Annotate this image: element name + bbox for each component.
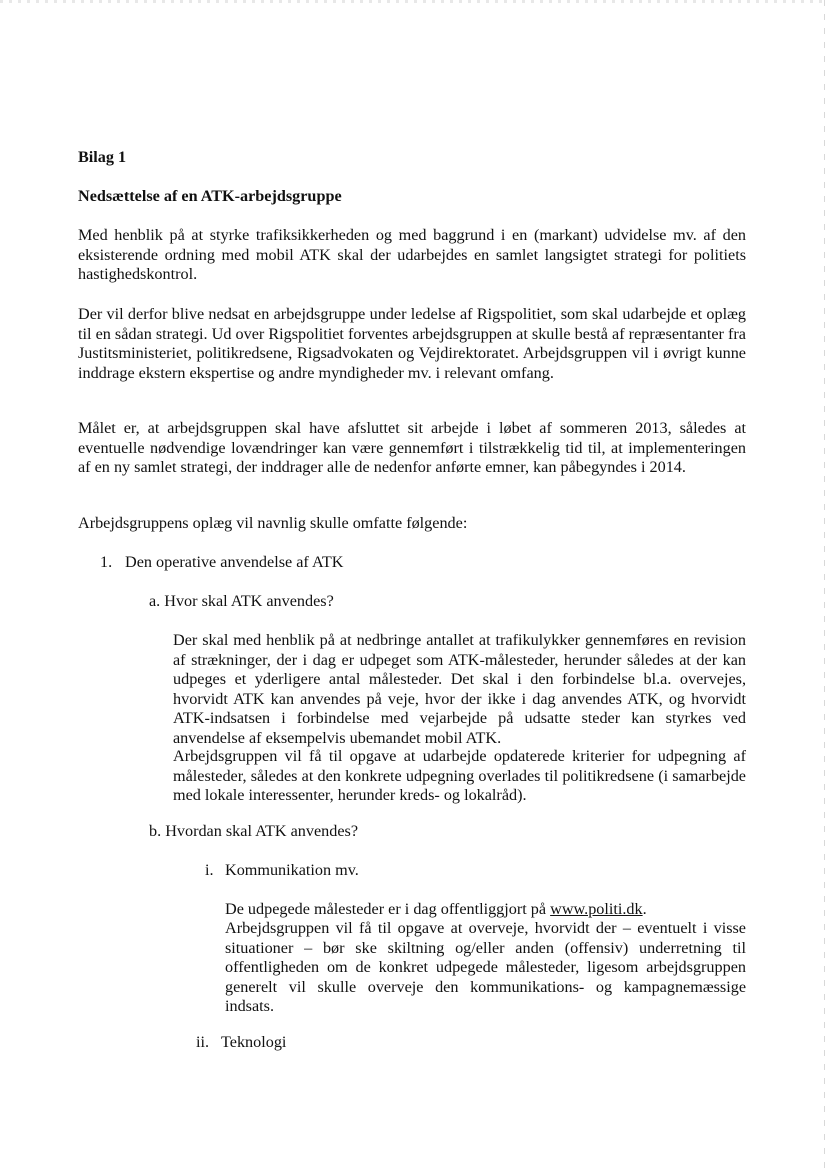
subitem-b-ii-label: Teknologi: [221, 1033, 287, 1051]
politi-dk-link[interactable]: www.politi.dk: [550, 900, 643, 918]
subitem-b-label: b. Hvordan skal ATK anvendes?: [149, 822, 359, 840]
subitem-b-i-text-1: [225, 900, 746, 920]
subitem-b-ii-number: ii.: [196, 1033, 210, 1051]
scan-edge-right: [824, 0, 825, 1169]
subitem-b-i-text-1-suffix: .: [642, 900, 647, 918]
annex-title: Bilag 1: [78, 148, 127, 166]
subitem-b-i-label: Kommunikation mv.: [225, 861, 359, 879]
paragraph-4: Arbejdsgruppens oplæg vil navnlig skulle omfatte følgende:: [78, 514, 468, 532]
scan-edge-top: [0, 0, 827, 3]
section-title: Nedsættelse af en ATK-arbejdsgruppe: [78, 187, 342, 205]
subitem-a-text-1: Der skal med henblik på at nedbringe antallet at trafikulykker gennemføres en revision af strækninger, der i dag er udpeget som ATK-målesteder, herunder således at der kan udpeges et yderligere antal målesteder. Det skal i den forbindelse bl.a. overvejes, hvorvidt ATK kan anvendes på veje, hvor der ikke i dag anvendes ATK, og hvorvidt ATK-indsatsen i forbindelse med vejarbejde på udsatte steder kan styrkes ved anvendelse af eksempelvis ubemandet mobil ATK.: [173, 631, 746, 747]
subitem-a-text-2: Arbejdsgruppen vil få til opgave at udarbejde opdaterede kriterier for udpegning af målesteder, således at den konkrete udpegning overlades til politikredsene (i samarbejde med lokale interessenter, herunder kreds- og lokalråd).: [173, 747, 746, 804]
intro-paragraph: Med henblik på at styrke trafiksikkerheden og med baggrund i en (markant) udvidelse mv. af den eksisterende ordning med mobil ATK skal der udarbejdes en samlet langsigtet strategi for politiets hastighedskontrol.: [78, 226, 746, 283]
subitem-b-i-number: i.: [205, 861, 214, 879]
subitem-b-i-text-2: Arbejdsgruppen vil få til opgave at overveje, hvorvidt der – eventuelt i visse situationer – bør ske skiltning og/eller anden (offensiv) underretning til offentligheden om de konkret udpegede målesteder, ligesom arbejdsgruppen generelt vil skulle overveje den kommunikations- og kampagnemæssige indsats.: [225, 919, 746, 1015]
subitem-a-label: a. Hvor skal ATK anvendes?: [149, 592, 334, 610]
subitem-b-i: [196, 861, 736, 881]
subitem-b-i-text-1-prefix: De udpegede målesteder er i dag offentliggjort på: [225, 900, 551, 918]
list-item-1-label: Den operative anvendelse af ATK: [125, 553, 344, 571]
list-item-1-number: 1.: [100, 553, 113, 571]
paragraph-2: Der vil derfor blive nedsat en arbejdsgruppe under ledelse af Rigspolitiet, som skal udarbejde et oplæg til en sådan strategi. Ud over Rigspolitiet forventes arbejdsgruppen at skulle bestå af repræsentanter fra Justitsministeriet, politikredsene, Rigsadvokaten og Vejdirektoratet. Arbejdsgruppen vil i øvrigt kunne inddrage ekstern ekspertise og andre myndigheder mv. i relevant omfang.: [78, 305, 746, 382]
list-item-1: [100, 553, 740, 573]
paragraph-3: Målet er, at arbejdsgruppen skal have afsluttet sit arbejde i løbet af sommeren 2013, således at eventuelle nødvendige lovændringer kan være gennemført i tilstrækkelig tid til, at implementeringen af en ny samlet strategi, der inddrager alle de nedenfor anførte emner, kan påbegyndes i 2014.: [78, 419, 746, 476]
subitem-b-ii: [196, 1033, 736, 1053]
